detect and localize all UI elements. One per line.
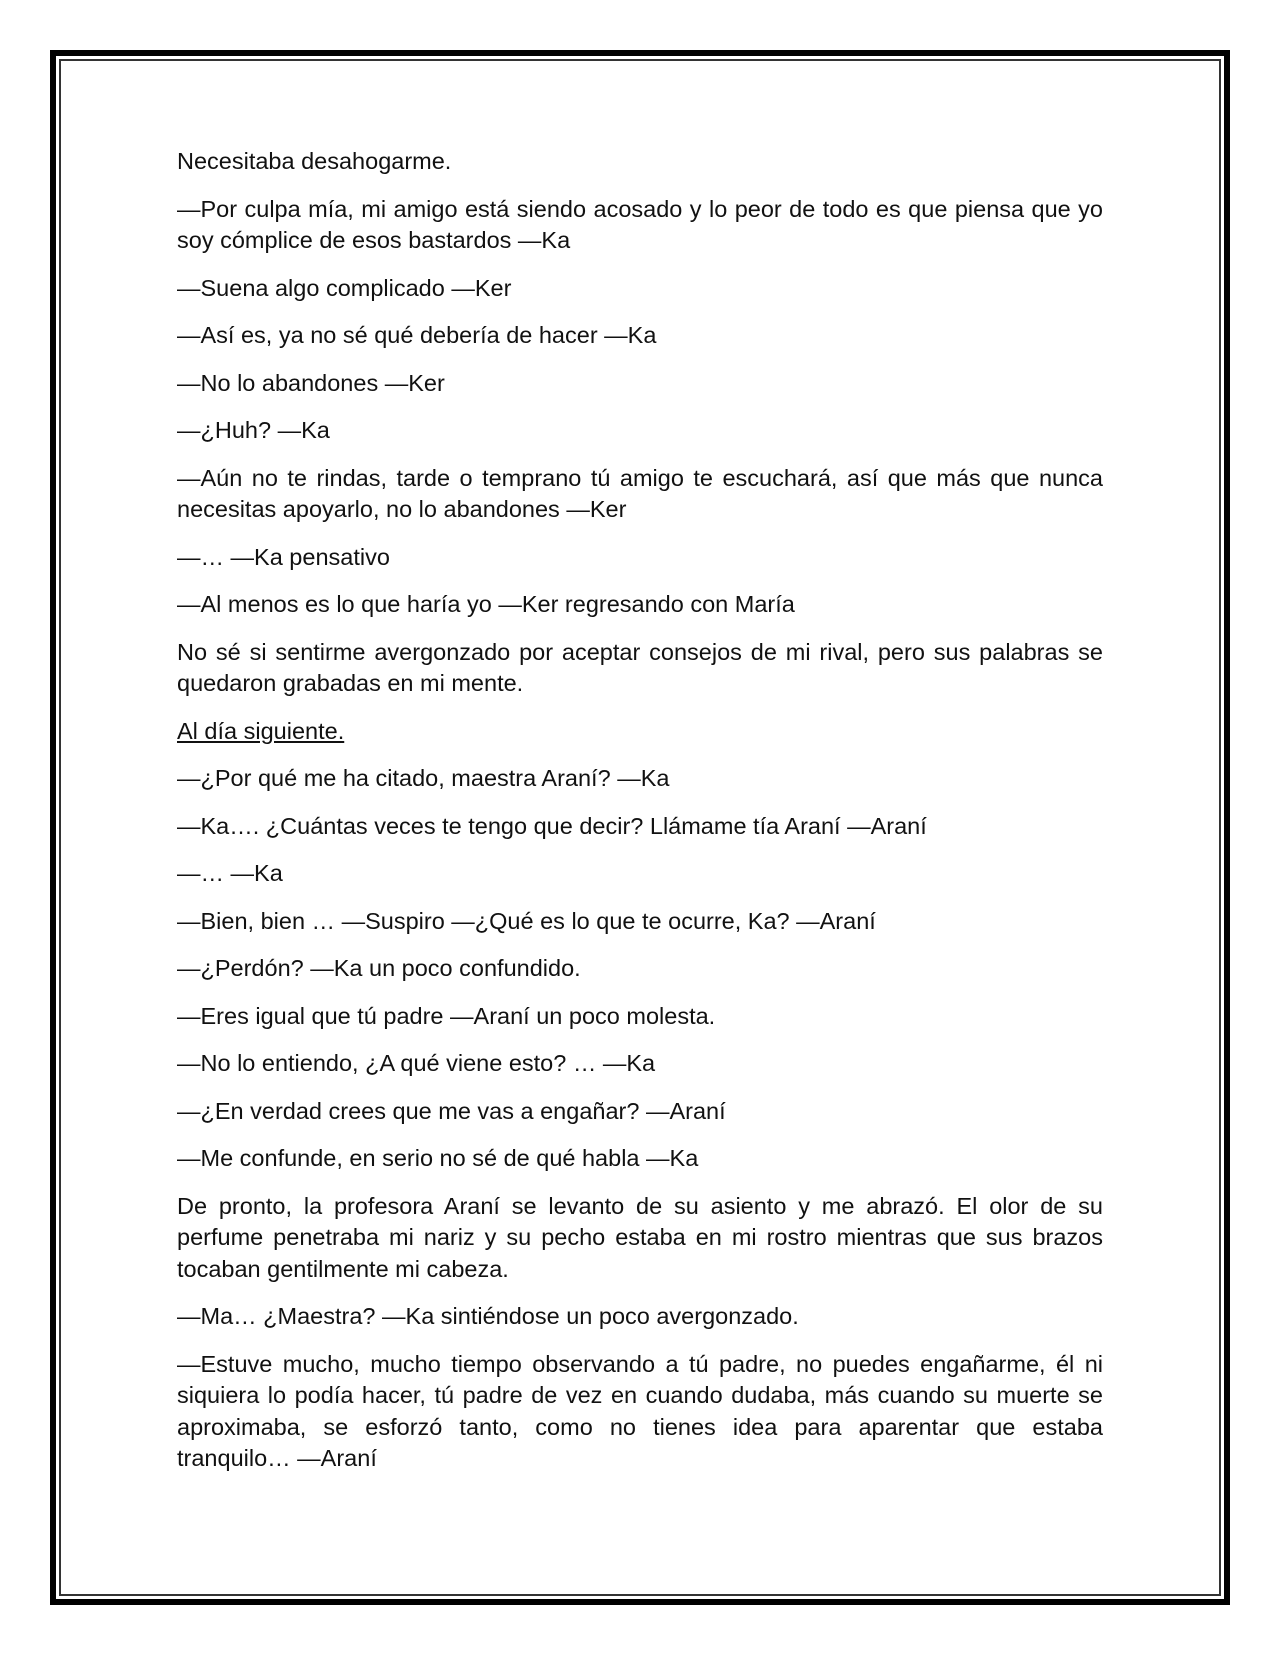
paragraph: No sé si sentirme avergonzado por aceptar consejos de mi rival, pero sus palabras se quedaron grabadas en mi mente. bbox=[177, 638, 1103, 696]
paragraph: —Así es, ya no sé qué debería de hacer —Ka bbox=[177, 322, 657, 348]
paragraph: —No lo entiendo, ¿A qué viene esto? … —Ka bbox=[177, 1050, 656, 1076]
paragraph: —No lo abandones —Ker bbox=[177, 369, 445, 396]
paragraph: —¿Perdón? —Ka un poco confundido. bbox=[177, 955, 581, 981]
scene-heading: Al día siguiente. bbox=[177, 717, 345, 744]
paragraph: —Por culpa mía, mi amigo está siendo acosado y lo peor de todo es que piensa que yo soy cómplice de esos bastardos —Ka bbox=[177, 195, 1103, 253]
paragraph: —Estuve mucho, mucho tiempo observando a tú padre, no puedes engañarme, él ni siquiera lo podía hacer, tú padre de vez en cuando dudaba, más cuando su muerte se aproximaba, se esforzó tanto, como no tienes idea para aparentar que estaba tranquilo… —Araní bbox=[177, 1350, 1103, 1471]
paragraph: —Suena algo complicado —Ker bbox=[177, 274, 512, 301]
paragraph: De pronto, la profesora Araní se levanto de su asiento y me abrazó. El olor de su perfume penetraba mi nariz y su pecho estaba en mi rostro mientras que sus brazos tocaban gentilmente mi cabeza. bbox=[177, 1192, 1103, 1282]
paragraph: —¿Por qué me ha citado, maestra Araní? —Ka bbox=[177, 765, 670, 791]
paragraph: —Aún no te rindas, tarde o temprano tú amigo te escuchará, así que más que nunca necesitas apoyarlo, no lo abandones —Ker bbox=[177, 464, 1103, 522]
paragraph: —Al menos es lo que haría yo —Ker regresando con María bbox=[177, 591, 795, 617]
paragraph: —¿Huh? —Ka bbox=[177, 417, 330, 443]
paragraph: —Bien, bien … —Suspiro —¿Qué es lo que te ocurre, Ka? —Araní bbox=[177, 907, 876, 934]
paragraph: —Eres igual que tú padre —Araní un poco molesta. bbox=[177, 1002, 716, 1029]
paragraph: —… —Ka pensativo bbox=[177, 543, 390, 570]
paragraph: —Ka…. ¿Cuántas veces te tengo que decir? Llámame tía Araní —Araní bbox=[177, 812, 927, 839]
document-body bbox=[177, 146, 1103, 1491]
paragraph: —… —Ka bbox=[177, 860, 283, 886]
paragraph: —¿En verdad crees que me vas a engañar? —Araní bbox=[177, 1097, 726, 1124]
paragraph: —Me confunde, en serio no sé de qué habla —Ka bbox=[177, 1145, 699, 1171]
paragraph: Necesitaba desahogarme. bbox=[177, 148, 452, 174]
paragraph: —Ma… ¿Maestra? —Ka sintiéndose un poco avergonzado. bbox=[177, 1303, 799, 1329]
